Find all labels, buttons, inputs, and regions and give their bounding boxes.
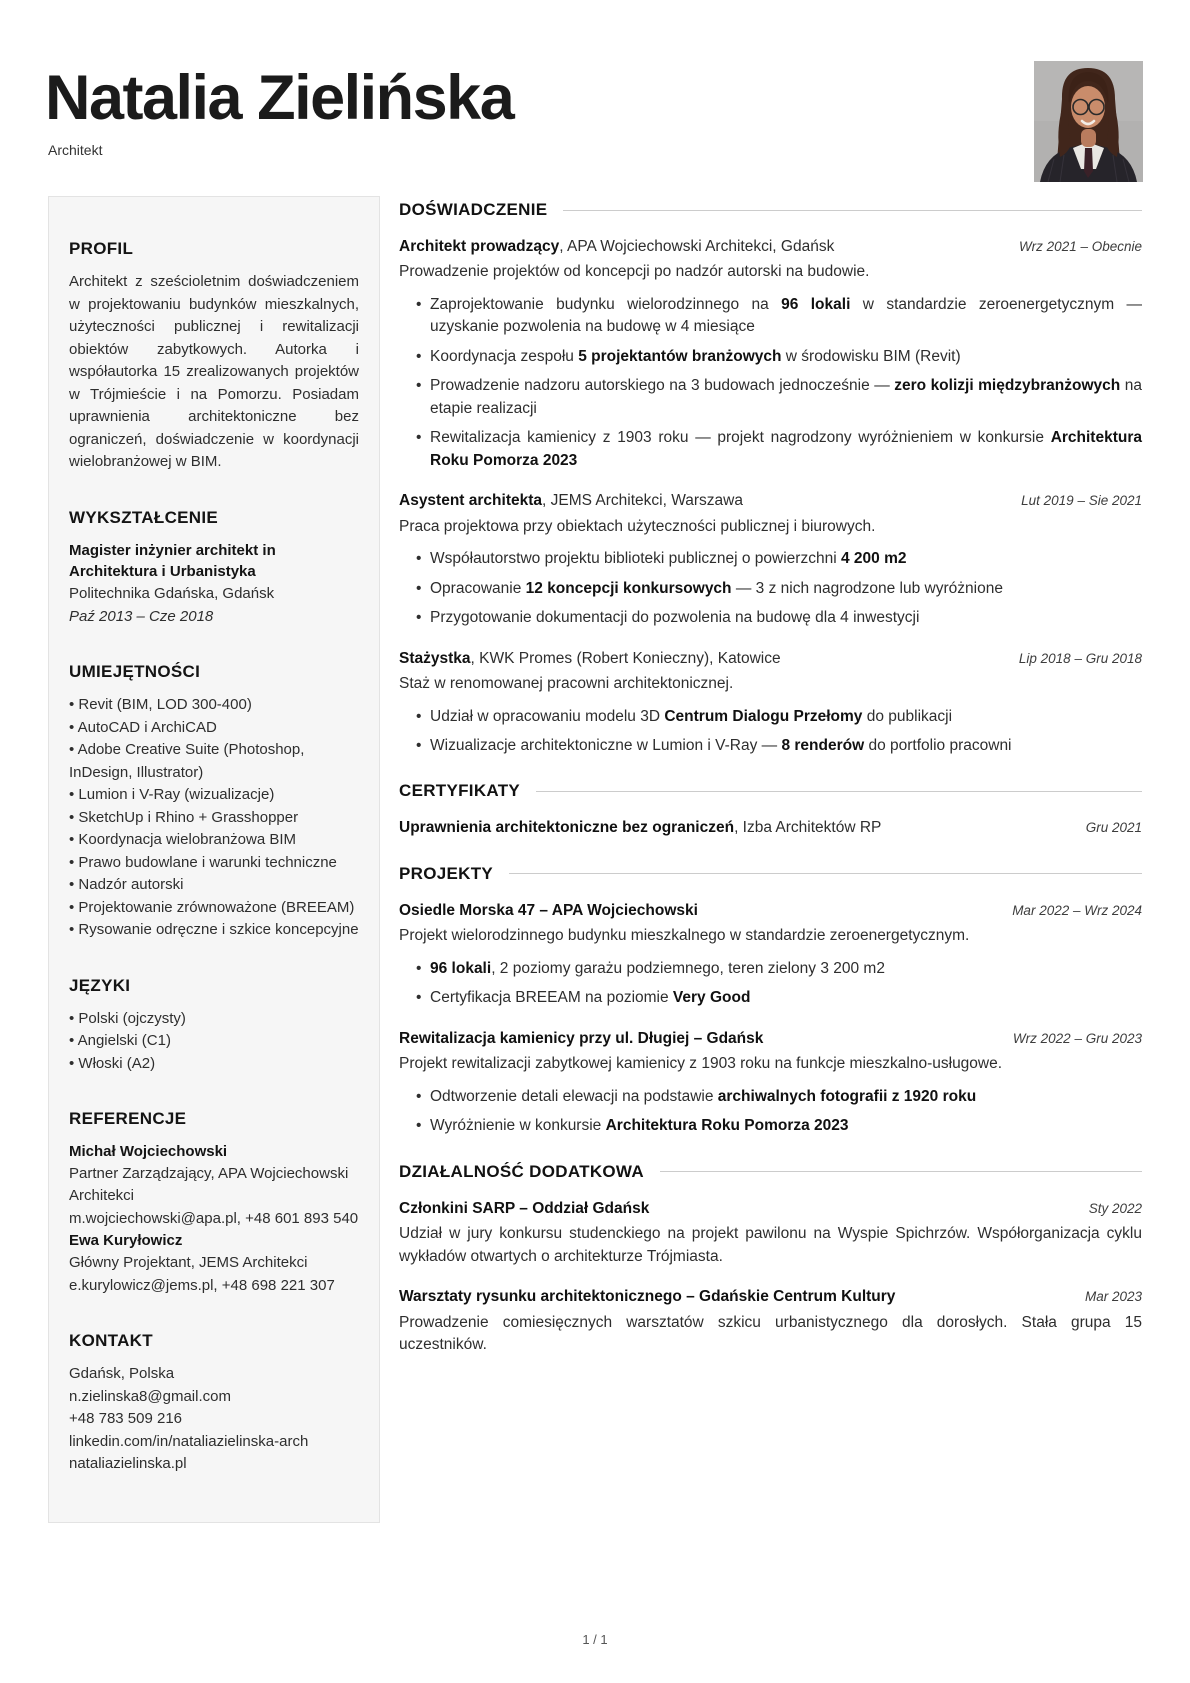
plain-text: Rewitalizacja kamienicy z 1903 roku — projekt nagrodzony wyróżnieniem w konkursie xyxy=(430,429,1051,447)
plain-text: Wyróżnienie w konkursie xyxy=(430,1117,606,1135)
plain-text: Koordynacja zespołu xyxy=(430,347,579,365)
plain-text: Odtworzenie detali elewacji na podstawie xyxy=(430,1087,718,1105)
contact-line: +48 783 509 216 xyxy=(69,1410,183,1427)
resume-entry xyxy=(399,648,1142,758)
entry-title xyxy=(399,1028,763,1050)
sidebar-list-item: • Koordynacja wielobranżowa BIM xyxy=(69,831,297,848)
main-content xyxy=(399,196,1142,1380)
section-rule xyxy=(660,1171,1142,1172)
entry-header xyxy=(399,900,1142,922)
entry-date: Mar 2023 xyxy=(1084,1289,1142,1305)
resume-entry xyxy=(399,1028,1142,1138)
reference-role: Partner Zarządzający, APA Wojciechowski Architekci xyxy=(69,1164,349,1205)
entry-title-bold: Stażystka xyxy=(399,649,471,667)
entry-title-bold: Architekt prowadzący xyxy=(399,238,560,255)
entry-summary: Projekt rewitalizacji zabytkowej kamienicy z 1903 roku na funkcje mieszkalno-usługowe. xyxy=(399,1055,1003,1073)
sidebar-list-item: • Włoski (A2) xyxy=(69,1054,156,1072)
sidebar-section xyxy=(69,1331,359,1476)
entry-title-rest: , Izba Architektów RP xyxy=(734,819,882,837)
entry-date: Wrz 2021 – Obecnie xyxy=(1018,239,1142,254)
portrait-photo-image xyxy=(1034,61,1143,182)
resume-entry xyxy=(399,236,1142,472)
resume-entry xyxy=(399,817,1142,839)
plain-text: Certyfikacja BREEAM na poziomie xyxy=(430,989,673,1007)
plain-text: do portfolio pracowni xyxy=(864,736,1012,754)
sidebar-list-item: • Prawo budowlane i warunki techniczne xyxy=(69,853,337,871)
plain-text: w środowisku BIM (Revit) xyxy=(781,347,961,365)
section-rule xyxy=(536,791,1142,792)
sidebar-list-item: • AutoCAD i ArchiCAD xyxy=(69,718,217,736)
section-heading: PROJEKTY xyxy=(399,863,494,883)
reference-name: Michał Wojciechowski xyxy=(69,1143,228,1160)
highlight-text: zero kolizji międzybranżowych xyxy=(894,377,1121,395)
sidebar-section xyxy=(69,662,359,942)
highlight-text: 4 200 m2 xyxy=(840,550,907,568)
contact-line: linkedin.com/in/nataliazielinska-arch xyxy=(69,1432,309,1450)
sidebar-list-item: • Adobe Creative Suite (Photoshop, InDesign, Illustrator) xyxy=(69,741,305,781)
entry-date: Wrz 2022 – Gru 2023 xyxy=(1012,1030,1142,1046)
section-heading: JĘZYKI xyxy=(69,975,131,995)
sidebar-list-item: • Lumion i V-Ray (wizualizacje) xyxy=(69,786,275,803)
bullet-item xyxy=(416,735,1142,757)
plain-text: Współautorstwo projektu biblioteki publicznej o powierzchni xyxy=(430,550,841,568)
main-section xyxy=(399,1162,1142,1357)
section-heading: PROFIL xyxy=(69,239,134,258)
resume-entry xyxy=(399,1198,1142,1268)
section-header xyxy=(399,200,1142,220)
highlight-text: Very Good xyxy=(672,989,751,1007)
reference-contact: e.kurylowicz@jems.pl, +48 698 221 307 xyxy=(69,1276,335,1294)
main-section xyxy=(399,781,1142,839)
school-name: Politechnika Gdańska, Gdańsk xyxy=(69,585,275,602)
entry-title-rest: , JEMS Architekci, Warszawa xyxy=(542,492,743,510)
entry-title-bold: Warsztaty rysunku architektonicznego – Gdańskie Centrum Kultury xyxy=(399,1288,896,1306)
plain-text: , 2 poziomy garażu podziemnego, teren zielony 3 200 m2 xyxy=(491,959,885,977)
section-heading: DZIAŁALNOŚĆ DODATKOWA xyxy=(399,1161,644,1181)
main-section xyxy=(399,864,1142,1138)
contact-line: n.zielinska8@gmail.com xyxy=(69,1387,231,1405)
entry-date: Sty 2022 xyxy=(1088,1200,1142,1216)
highlight-text: 12 koncepcji konkursowych xyxy=(525,579,732,597)
entry-header xyxy=(399,1028,1142,1050)
contact-line: Gdańsk, Polska xyxy=(69,1365,175,1382)
main-section xyxy=(399,200,1142,757)
entry-header xyxy=(399,648,1142,670)
highlight-text: 96 lokali xyxy=(430,959,492,977)
plain-text: Przygotowanie dokumentacji do pozwolenia na budowę dla 4 inwestycji xyxy=(430,609,920,627)
section-rule xyxy=(509,873,1142,874)
reference-name: Ewa Kuryłowicz xyxy=(69,1232,183,1250)
bullet-list xyxy=(416,706,1142,758)
entry-header xyxy=(399,1286,1142,1308)
education-dates: Paź 2013 – Cze 2018 xyxy=(69,607,214,625)
plain-text: Opracowanie xyxy=(430,579,526,597)
entry-title xyxy=(399,900,698,922)
bullet-item xyxy=(416,578,1142,600)
entry-title-bold: Rewitalizacja kamienicy przy ul. Długiej – Gdańsk xyxy=(399,1029,764,1047)
bullet-item xyxy=(416,607,1142,629)
entry-summary: Staż w renomowanej pracowni architektonicznej. xyxy=(399,675,734,693)
sidebar-section xyxy=(69,976,359,1076)
entry-header xyxy=(399,236,1142,258)
section-header xyxy=(399,864,1142,884)
bullet-item xyxy=(416,548,1142,570)
entry-title-bold: Uprawnienia architektoniczne bez ograniczeń xyxy=(399,819,735,837)
entry-date: Gru 2021 xyxy=(1085,820,1142,836)
bullet-list xyxy=(416,958,1142,1010)
highlight-text: Architektura Roku Pomorza 2023 xyxy=(605,1117,849,1135)
entry-date: Lut 2019 – Sie 2021 xyxy=(1021,493,1142,509)
plain-text: w standardzie zeroenergetycznym — uzyskanie pozwolenia na budowę w 4 miesiące xyxy=(430,295,1142,336)
bullet-item xyxy=(416,1086,1142,1108)
person-title: Architekt xyxy=(48,142,103,158)
sidebar-list-item: • Polski (ojczysty) xyxy=(69,1009,186,1027)
entry-title-rest: , APA Wojciechowski Architekci, Gdańsk xyxy=(559,238,835,255)
entry-title-bold: Osiedle Morska 47 – APA Wojciechowski xyxy=(399,901,698,919)
entry-title xyxy=(399,1286,895,1308)
sidebar-list-item: • Revit (BIM, LOD 300-400) xyxy=(69,696,252,713)
section-heading: KONTAKT xyxy=(69,1331,153,1350)
entry-title xyxy=(399,1198,649,1220)
contact-line: nataliazielinska.pl xyxy=(69,1455,187,1472)
entry-header xyxy=(399,1198,1142,1220)
section-rule xyxy=(563,210,1142,211)
content-columns xyxy=(48,196,1142,1523)
entry-date: Lip 2018 – Gru 2018 xyxy=(1018,650,1142,666)
bullet-item xyxy=(416,294,1142,339)
bullet-item xyxy=(416,706,1142,728)
entry-summary: Udział w jury konkursu studenckiego na projekt pawilonu na Wyspie Spichrzów. Współorganizacja cyklu wykładów otwartych o architekturze Trójmiasta. xyxy=(399,1225,1142,1265)
bullet-item xyxy=(416,1115,1142,1137)
plain-text: na etapie realizacji xyxy=(430,377,1142,417)
bullet-item xyxy=(416,987,1142,1009)
entry-header xyxy=(399,490,1142,512)
plain-text: — 3 z nich nagrodzone lub wyróżnione xyxy=(731,579,1003,597)
section-heading: REFERENCJE xyxy=(69,1109,187,1128)
sidebar-section xyxy=(69,239,359,474)
plain-text: Wizualizacje architektoniczne w Lumion i V-Ray — xyxy=(430,736,782,754)
bullet-list xyxy=(416,548,1142,629)
sidebar xyxy=(48,196,380,1523)
entry-summary: Projekt wielorodzinnego budynku mieszkalnego w standardzie zeroenergetycznym. xyxy=(399,927,970,945)
entry-summary: Praca projektowa przy obiektach użyteczności publicznej i biurowych. xyxy=(399,517,876,535)
section-heading: DOŚWIADCZENIE xyxy=(399,200,548,219)
plain-text: do publikacji xyxy=(862,707,953,725)
portrait-photo xyxy=(1034,61,1143,182)
entry-title-bold: Członkini SARP – Oddział Gdańsk xyxy=(399,1199,650,1217)
highlight-text: Centrum Dialogu Przełomy xyxy=(664,707,863,725)
degree-title: Magister inżynier architekt in Architektura i Urbanistyka xyxy=(69,541,276,581)
highlight-text: Architektura Roku Pomorza 2023 xyxy=(430,429,1142,469)
entry-title xyxy=(399,236,834,258)
entry-summary: Prowadzenie comiesięcznych warsztatów szkicu urbanistycznego dla dorosłych. Stała grupa 15 uczestników. xyxy=(399,1313,1142,1353)
sidebar-section xyxy=(69,508,359,629)
profile-text: Architekt z sześcioletnim doświadczeniem w projektowaniu budynków mieszkalnych, użyteczności publicznej i rewitalizacji obiektów zabytkowych. Autorka i współautorka 15 zrealizowanych projektów w Trójmieście i na Pomorzu. Posiadam uprawnienia architektoniczne bez ograniczeń, doświadczenie w koordynacji wielobranżowej w BIM. xyxy=(69,273,359,470)
entry-title-bold: Asystent architekta xyxy=(399,492,543,510)
plain-text: Udział w opracowaniu modelu 3D xyxy=(430,707,665,725)
entry-title xyxy=(399,648,781,670)
bullet-item xyxy=(416,346,1142,368)
highlight-text: archiwalnych fotografii z 1920 roku xyxy=(717,1087,977,1105)
plain-text: Prowadzenie nadzoru autorskiego na 3 budowach jednocześnie — xyxy=(430,377,895,395)
sidebar-list-item: • SketchUp i Rhino + Grasshopper xyxy=(69,808,299,826)
person-name: Natalia Zielińska xyxy=(45,63,514,133)
entry-summary: Prowadzenie projektów od koncepcji po nadzór autorski na budowie. xyxy=(399,263,870,281)
reference-contact: m.wojciechowski@apa.pl, +48 601 893 540 xyxy=(69,1209,359,1227)
highlight-text: 5 projektantów branżowych xyxy=(578,347,782,365)
bullet-list xyxy=(416,294,1142,472)
highlight-text: 96 lokali xyxy=(781,295,851,313)
plain-text: Zaprojektowanie budynku wielorodzinnego na xyxy=(430,295,782,313)
page-indicator: 1 / 1 xyxy=(582,1632,608,1647)
section-header xyxy=(399,781,1142,801)
bullet-item xyxy=(416,958,1142,980)
sidebar-list-item: • Projektowanie zrównoważone (BREEAM) xyxy=(69,898,355,916)
sidebar-list-item: • Rysowanie odręczne i szkice koncepcyjne xyxy=(69,921,359,938)
bullet-item xyxy=(416,375,1142,420)
bullet-list xyxy=(416,1086,1142,1138)
resume-entry xyxy=(399,490,1142,629)
sidebar-list-item: • Angielski (C1) xyxy=(69,1032,171,1049)
entry-title-rest: , KWK Promes (Robert Konieczny), Katowice xyxy=(470,649,781,667)
highlight-text: 8 renderów xyxy=(781,736,865,754)
section-heading: UMIEJĘTNOŚCI xyxy=(69,662,201,681)
bullet-item xyxy=(416,427,1142,472)
sidebar-section xyxy=(69,1109,359,1297)
resume-entry xyxy=(399,1286,1142,1356)
entry-header xyxy=(399,817,1142,839)
resume-entry xyxy=(399,900,1142,1010)
section-header xyxy=(399,1162,1142,1182)
entry-title xyxy=(399,817,881,839)
reference-role: Główny Projektant, JEMS Architekci xyxy=(69,1254,308,1271)
section-heading: WYKSZTAŁCENIE xyxy=(69,507,219,527)
section-heading: CERTYFIKATY xyxy=(399,781,521,801)
sidebar-list-item: • Nadzór autorski xyxy=(69,876,184,893)
entry-title xyxy=(399,490,743,512)
entry-date: Mar 2022 – Wrz 2024 xyxy=(1012,902,1142,918)
